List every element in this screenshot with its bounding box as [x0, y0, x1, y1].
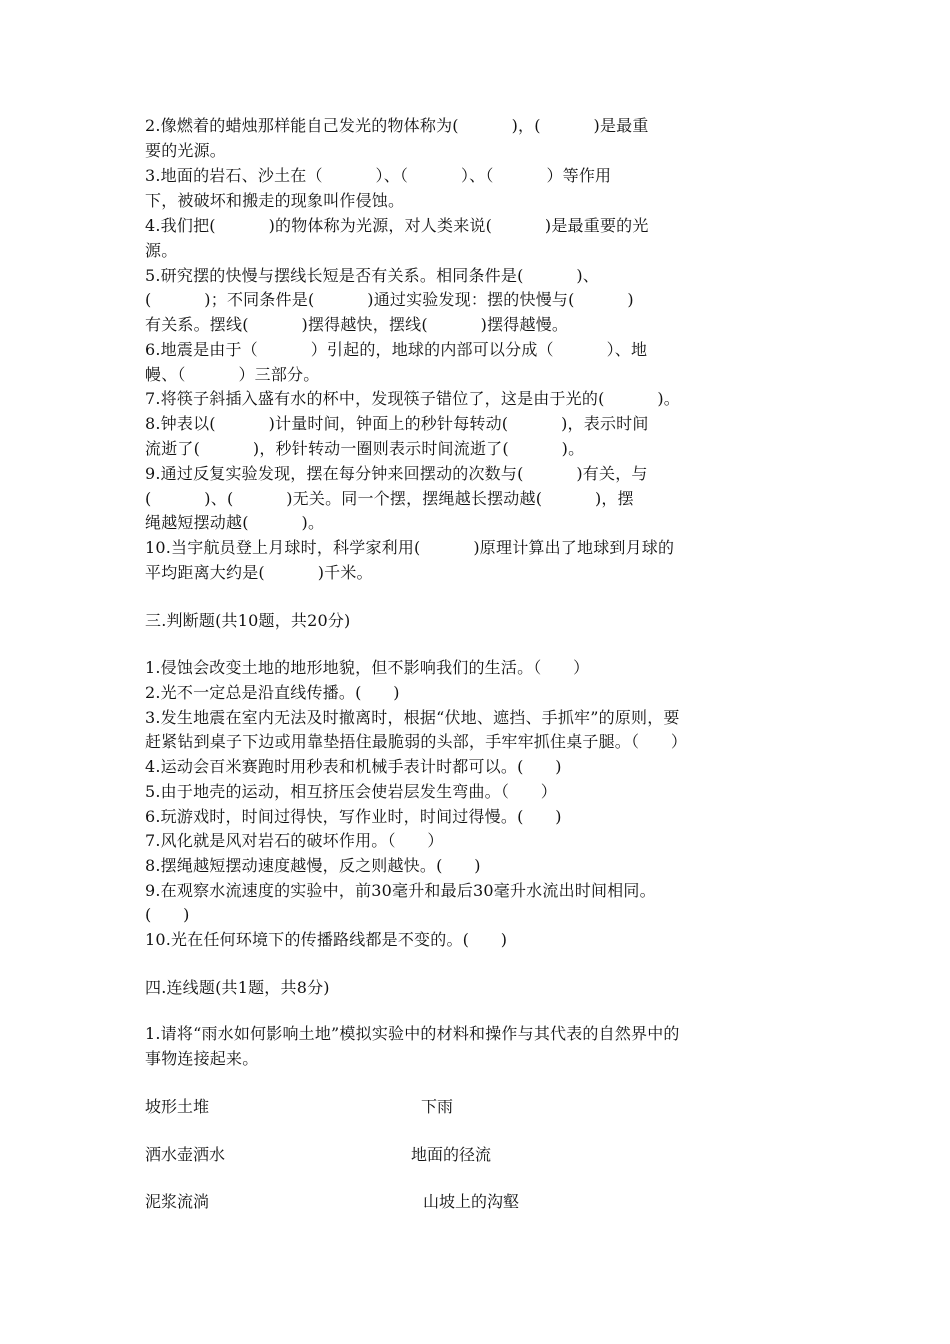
fill-line: 要的光源。: [145, 141, 227, 160]
fill-line: 有关系。摆线( )摆得越快，摆线( )摆得越慢。: [145, 315, 569, 334]
judge-line: 5.由于地壳的运动，相互挤压会使岩层发生弯曲。（ ）: [145, 782, 557, 801]
matching-left-item[interactable]: 坡形土堆: [145, 1097, 210, 1116]
judge-line: 1.侵蚀会改变土地的地形地貌，但不影响我们的生活。（ ）: [145, 658, 590, 677]
section-title: 四.连线题(共1题，共8分): [145, 978, 330, 997]
matching-left-item[interactable]: 洒水壶洒水: [145, 1145, 226, 1164]
fill-line: 6.地震是由于（ ）引起的，地球的内部可以分成（ ）、地: [145, 340, 648, 359]
fill-line: 8.钟表以( )计量时间，钟面上的秒针每转动( )，表示时间: [145, 414, 649, 433]
judge-line: 9.在观察水流速度的实验中，前30毫升和最后30毫升水流出时间相同。: [145, 881, 656, 900]
fill-line: 4.我们把( )的物体称为光源，对人类来说( )是最重要的光: [145, 216, 649, 235]
fill-line: ( )、( )无关。同一个摆，摆绳越长摆动越( )，摆: [145, 489, 634, 508]
section-title: 三.判断题(共10题，共20分): [145, 611, 351, 630]
fill-line: 下，被破坏和搬走的现象叫作侵蚀。: [145, 191, 405, 210]
judge-line: 10.光在任何环境下的传播路线都是不变的。( ): [145, 930, 508, 949]
judge-line: 赶紧钻到桌子下边或用靠垫捂住最脆弱的头部，手牢牢抓住桌子腿。（ ）: [145, 732, 688, 751]
matching-left-item[interactable]: 泥浆流淌: [145, 1192, 210, 1211]
matching-question-line: 事物连接起来。: [145, 1049, 259, 1068]
matching-right-item[interactable]: 地面的径流: [411, 1145, 492, 1164]
judge-line: 3.发生地震在室内无法及时撤离时，根据“伏地、遮挡、手抓牢”的原则，要: [145, 708, 680, 727]
matching-right-item[interactable]: 山坡上的沟壑: [423, 1192, 520, 1211]
fill-line: 7.将筷子斜插入盛有水的杯中，发现筷子错位了，这是由于光的( )。: [145, 389, 681, 408]
matching-right-item[interactable]: 下雨: [421, 1097, 454, 1116]
fill-line: 绳越短摆动越( )。: [145, 513, 325, 532]
fill-line: 平均距离大约是( )千米。: [145, 563, 373, 582]
fill-line: 9.通过反复实验发现，摆在每分钟来回摆动的次数与( )有关，与: [145, 464, 648, 483]
judge-line: 8.摆绳越短摆动速度越慢，反之则越快。( ): [145, 856, 481, 875]
fill-line: ( )；不同条件是( )通过实验发现：摆的快慢与( ): [145, 290, 634, 309]
matching-question-line: 1.请将“雨水如何影响土地”模拟实验中的材料和操作与其代表的自然界中的: [145, 1024, 680, 1043]
judge-line: 2.光不一定总是沿直线传播。( ): [145, 683, 400, 702]
fill-line: 10.当宇航员登上月球时，科学家利用( )原理计算出了地球到月球的: [145, 538, 675, 557]
judge-line: ( ): [145, 905, 190, 924]
fill-line: 5.研究摆的快慢与摆线长短是否有关系。相同条件是( )、: [145, 266, 600, 285]
fill-line: 幔、（ ）三部分。: [145, 365, 320, 384]
fill-line: 2.像燃着的蜡烛那样能自己发光的物体称为( )，( )是最重: [145, 116, 649, 135]
judge-line: 4.运动会百米赛跑时用秒表和机械手表计时都可以。( ): [145, 757, 562, 776]
fill-line: 流逝了( )，秒针转动一圈则表示时间流逝了( )。: [145, 439, 585, 458]
fill-line: 3.地面的岩石、沙土在（ ）、（ ）、（ ）等作用: [145, 166, 612, 185]
judge-line: 6.玩游戏时，时间过得快，写作业时，时间过得慢。( ): [145, 807, 562, 826]
judge-line: 7.风化就是风对岩石的破坏作用。（ ）: [145, 831, 444, 850]
fill-line: 源。: [145, 241, 178, 260]
